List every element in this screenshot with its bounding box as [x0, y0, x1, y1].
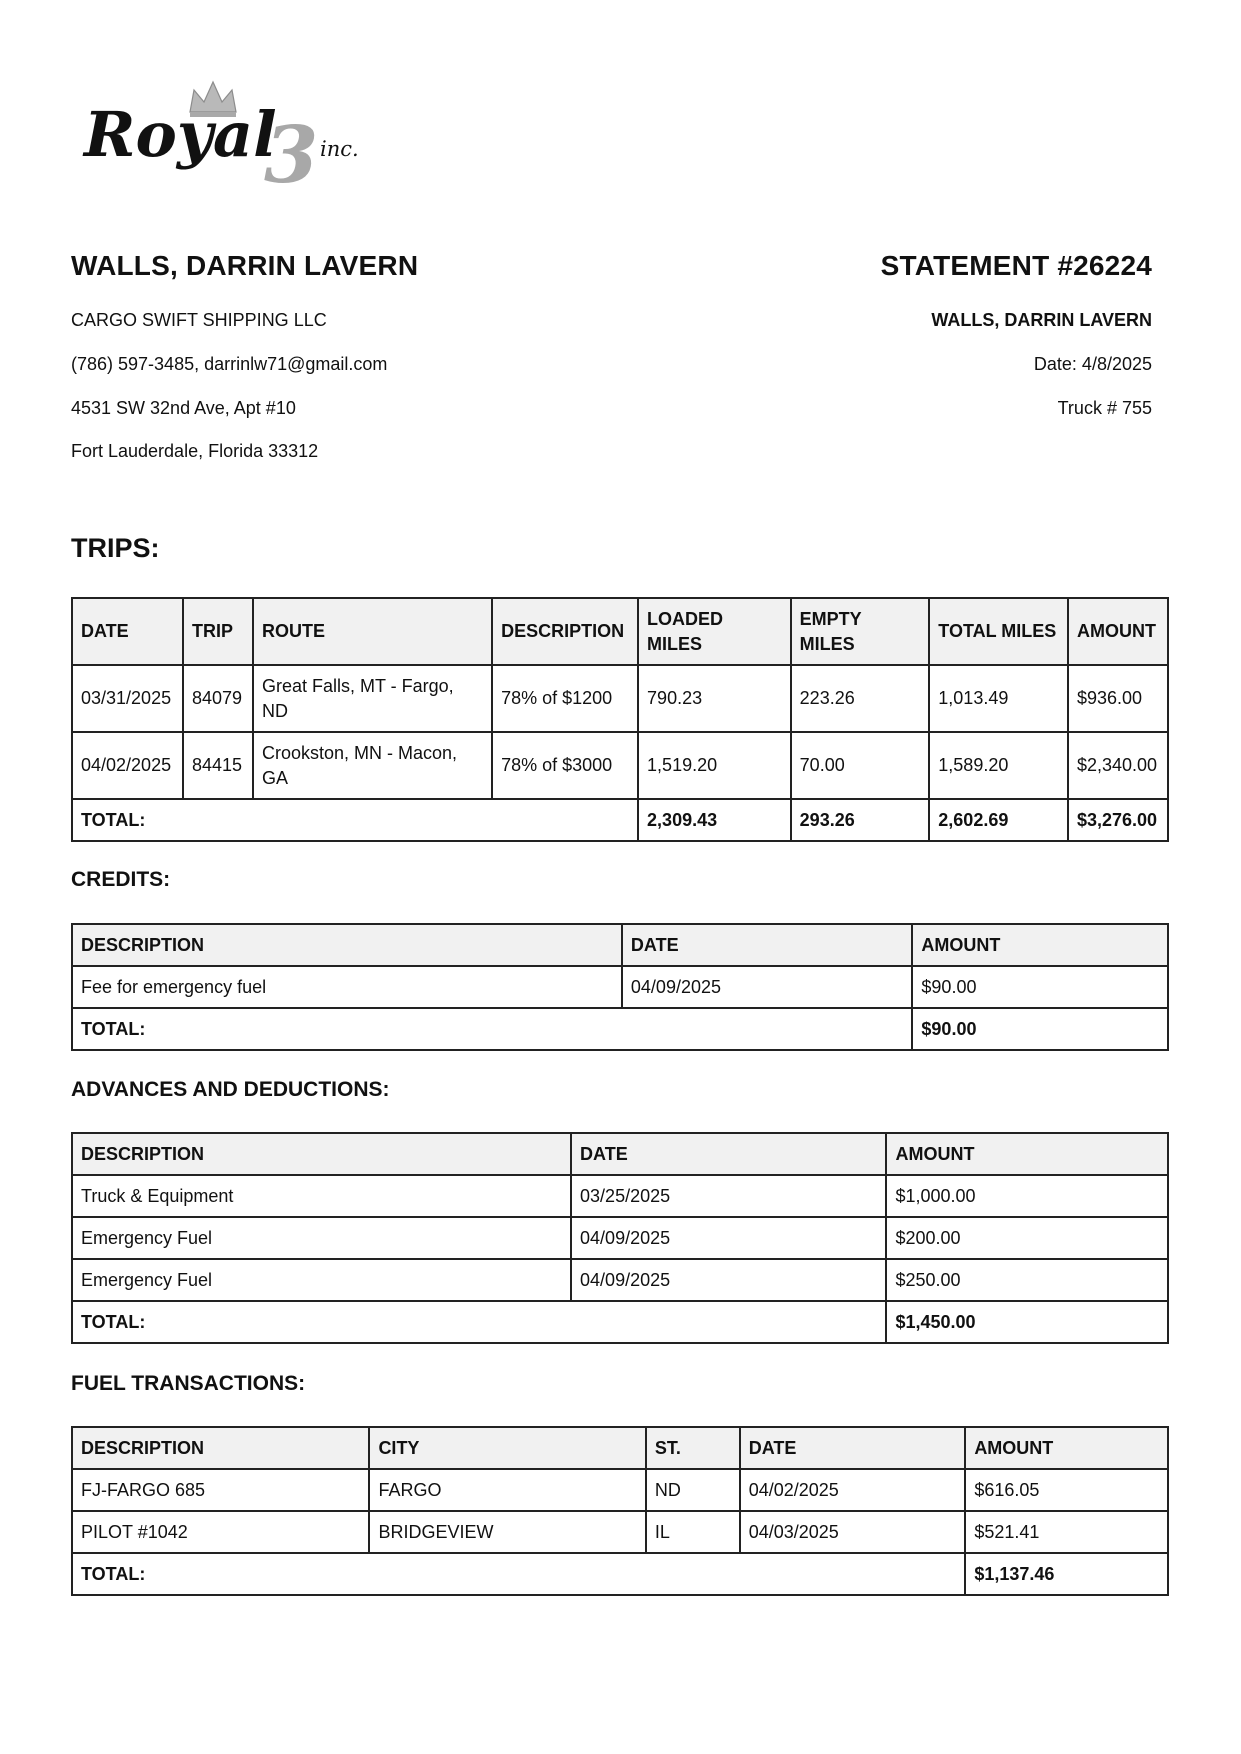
- address-line-2: Fort Lauderdale, Florida 33312: [71, 441, 319, 461]
- fuel-date: 04/03/2025: [740, 1511, 966, 1553]
- total-label: TOTAL:: [72, 1301, 886, 1343]
- table-row: [72, 1259, 1168, 1301]
- column-header: DATE: [571, 1133, 886, 1175]
- total-amount: $3,276.00: [1068, 799, 1168, 841]
- svg-text:3: 3: [264, 110, 319, 193]
- credit-amount: $90.00: [912, 966, 1168, 1008]
- column-header: ROUTE: [253, 598, 492, 665]
- column-header: ST.: [646, 1427, 740, 1469]
- column-header: LOADED MILES: [638, 598, 791, 665]
- trip-amount: $2,340.00: [1068, 732, 1168, 799]
- table-row: [72, 1469, 1168, 1511]
- column-header: DESCRIPTION: [72, 924, 622, 966]
- total-row: [72, 1553, 1168, 1595]
- fuel-table: [71, 1426, 1169, 1596]
- trip-total-miles: 1,013.49: [929, 665, 1068, 732]
- trip-empty-miles: 223.26: [791, 665, 930, 732]
- advances-table: [71, 1132, 1169, 1344]
- deduction-description: Truck & Equipment: [72, 1175, 571, 1217]
- total-row: [72, 1008, 1168, 1050]
- fuel-amount: $616.05: [965, 1469, 1168, 1511]
- total-label: TOTAL:: [72, 799, 638, 841]
- trip-route: Great Falls, MT - Fargo, ND: [253, 665, 492, 732]
- trip-date: 04/02/2025: [72, 732, 183, 799]
- trips-title: TRIPS:: [71, 533, 160, 563]
- credits-title: CREDITS:: [71, 868, 171, 891]
- column-header: AMOUNT: [912, 924, 1168, 966]
- fuel-state: IL: [646, 1511, 740, 1553]
- fuel-city: BRIDGEVIEW: [369, 1511, 645, 1553]
- total-loaded-miles: 2,309.43: [638, 799, 791, 841]
- column-header: DESCRIPTION: [72, 1133, 571, 1175]
- total-empty-miles: 293.26: [791, 799, 930, 841]
- svg-text:inc.: inc.: [320, 137, 359, 161]
- total-amount: $1,137.46: [965, 1553, 1168, 1595]
- column-header: DATE: [622, 924, 913, 966]
- total-row: [72, 799, 1168, 841]
- contact-info: (786) 597-3485, darrinlw71@gmail.com: [71, 354, 388, 374]
- trip-route: Crookston, MN - Macon, GA: [253, 732, 492, 799]
- total-amount: $1,450.00: [886, 1301, 1168, 1343]
- credit-date: 04/09/2025: [622, 966, 913, 1008]
- deduction-amount: $200.00: [886, 1217, 1168, 1259]
- trip-amount: $936.00: [1068, 665, 1168, 732]
- table-header-row: [72, 1133, 1168, 1175]
- credits-table: [71, 923, 1169, 1051]
- truck-number: Truck # 755: [1057, 398, 1152, 418]
- column-header: AMOUNT: [1068, 598, 1168, 665]
- column-header: DESCRIPTION: [72, 1427, 369, 1469]
- column-header: AMOUNT: [965, 1427, 1168, 1469]
- statement-info: [880, 250, 1152, 418]
- company-name: CARGO SWIFT SHIPPING LLC: [71, 310, 327, 330]
- deduction-amount: $250.00: [886, 1259, 1168, 1301]
- deduction-date: 04/09/2025: [571, 1259, 886, 1301]
- driver-name: WALLS, DARRIN LAVERN: [71, 250, 419, 281]
- table-row: [72, 732, 1168, 799]
- trip-number: 84415: [183, 732, 253, 799]
- trip-loaded-miles: 790.23: [638, 665, 791, 732]
- statement-title: STATEMENT #26224: [880, 250, 1152, 281]
- trip-description: 78% of $3000: [492, 732, 638, 799]
- trip-date: 03/31/2025: [72, 665, 183, 732]
- column-header: DATE: [740, 1427, 966, 1469]
- fuel-state: ND: [646, 1469, 740, 1511]
- column-header: TOTAL MILES: [929, 598, 1068, 665]
- table-header-row: [72, 598, 1168, 665]
- trip-description: 78% of $1200: [492, 665, 638, 732]
- table-header-row: [72, 1427, 1168, 1469]
- column-header: CITY: [369, 1427, 645, 1469]
- fuel-date: 04/02/2025: [740, 1469, 966, 1511]
- statement-name: WALLS, DARRIN LAVERN: [931, 310, 1152, 330]
- trip-number: 84079: [183, 665, 253, 732]
- table-row: [72, 1217, 1168, 1259]
- deduction-date: 03/25/2025: [571, 1175, 886, 1217]
- column-header: EMPTY MILES: [791, 598, 930, 665]
- total-label: TOTAL:: [72, 1008, 912, 1050]
- deduction-description: Emergency Fuel: [72, 1259, 571, 1301]
- column-header: DESCRIPTION: [492, 598, 638, 665]
- trip-empty-miles: 70.00: [791, 732, 930, 799]
- total-label: TOTAL:: [72, 1553, 965, 1595]
- trips-table: [71, 597, 1169, 842]
- advances-title: ADVANCES AND DEDUCTIONS:: [71, 1078, 390, 1101]
- fuel-description: PILOT #1042: [72, 1511, 369, 1553]
- table-row: [72, 966, 1168, 1008]
- fuel-amount: $521.41: [965, 1511, 1168, 1553]
- total-row: [72, 1301, 1168, 1343]
- table-row: [72, 665, 1168, 732]
- company-logo: [78, 78, 388, 193]
- table-row: [72, 1175, 1168, 1217]
- fuel-city: FARGO: [369, 1469, 645, 1511]
- deduction-date: 04/09/2025: [571, 1217, 886, 1259]
- table-header-row: [72, 924, 1168, 966]
- address-line-1: 4531 SW 32nd Ave, Apt #10: [71, 398, 296, 418]
- table-row: [72, 1511, 1168, 1553]
- deduction-amount: $1,000.00: [886, 1175, 1168, 1217]
- total-total-miles: 2,602.69: [929, 799, 1068, 841]
- column-header: TRIP: [183, 598, 253, 665]
- deduction-description: Emergency Fuel: [72, 1217, 571, 1259]
- column-header: DATE: [72, 598, 183, 665]
- trip-total-miles: 1,589.20: [929, 732, 1068, 799]
- column-header: AMOUNT: [886, 1133, 1168, 1175]
- driver-info: [71, 250, 419, 461]
- statement-date: Date: 4/8/2025: [1033, 354, 1152, 374]
- total-amount: $90.00: [912, 1008, 1168, 1050]
- credit-description: Fee for emergency fuel: [72, 966, 622, 1008]
- svg-text:Royal: Royal: [84, 98, 277, 171]
- fuel-description: FJ-FARGO 685: [72, 1469, 369, 1511]
- trip-loaded-miles: 1,519.20: [638, 732, 791, 799]
- fuel-title: FUEL TRANSACTIONS:: [71, 1372, 306, 1395]
